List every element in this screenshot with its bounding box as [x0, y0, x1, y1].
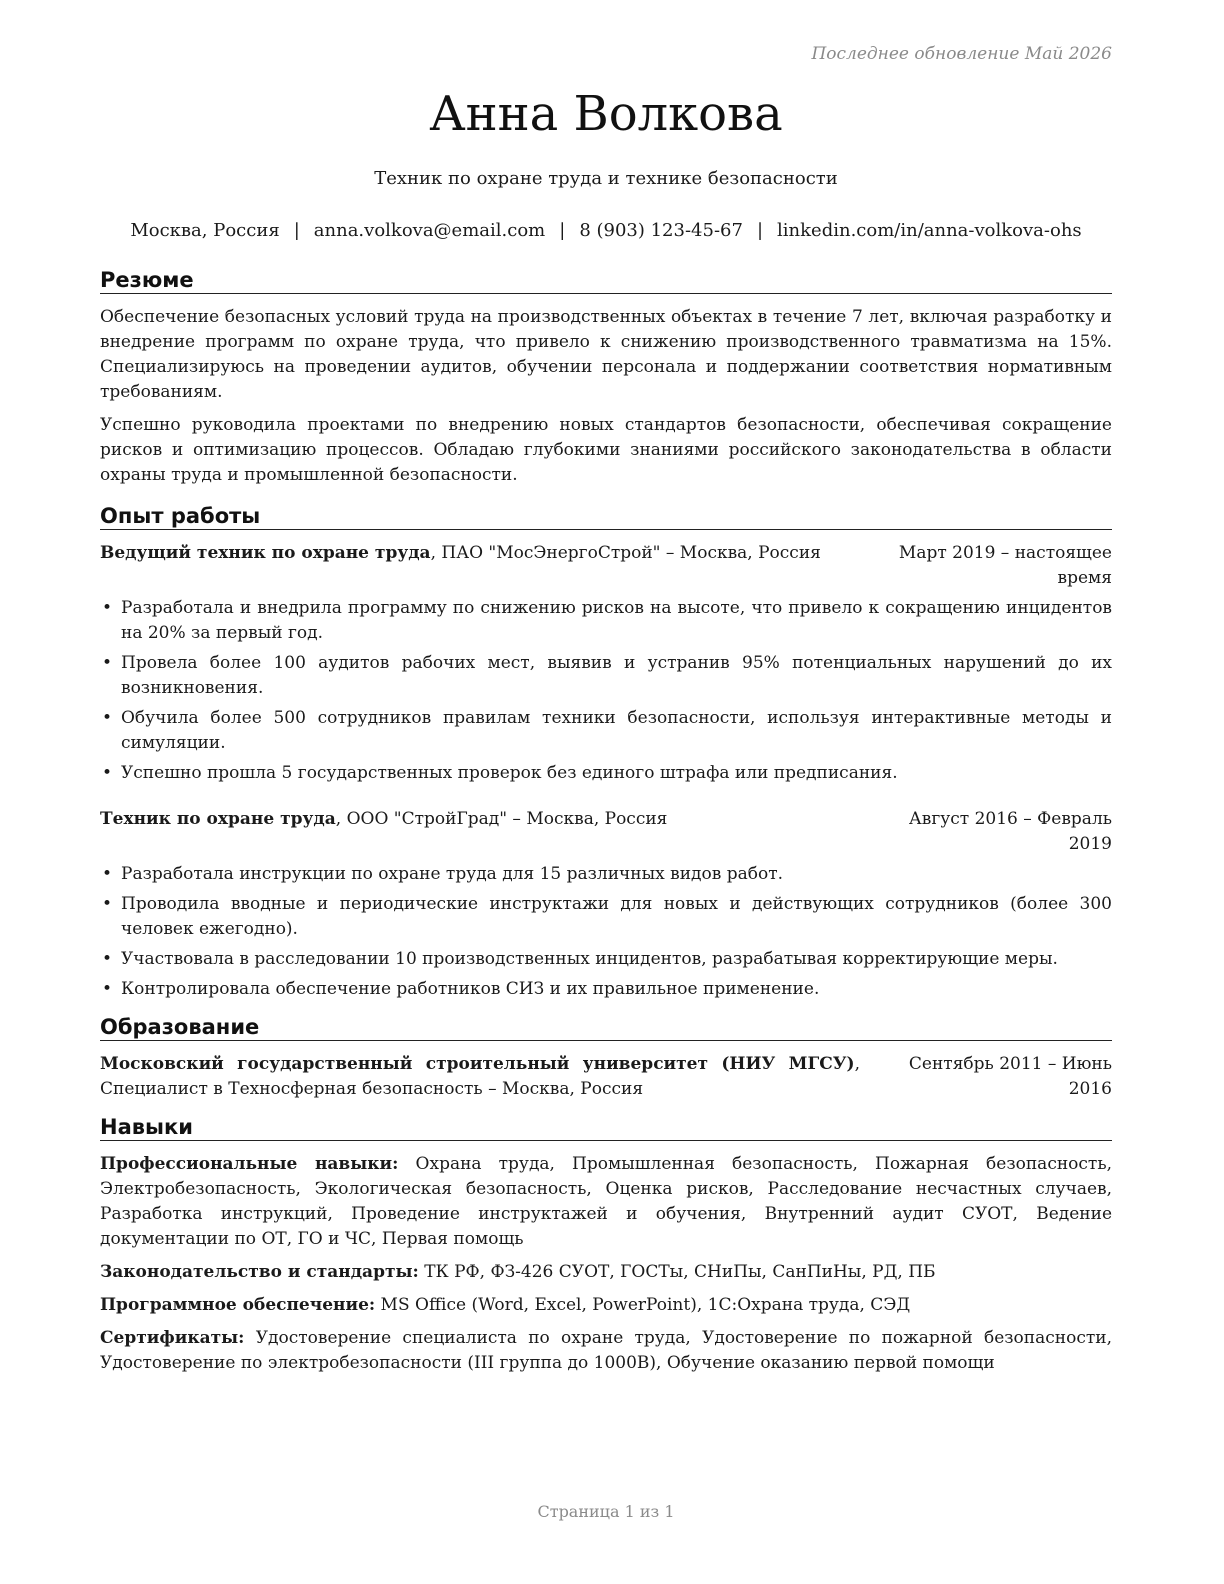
skill-value: MS Office (Word, Excel, PowerPoint), 1С:Охрана труда, СЭД: [375, 1295, 911, 1315]
contact-location: Москва, Россия: [130, 220, 280, 241]
education-school: Московский государственный строительный университет (НИУ МГСУ): [100, 1054, 855, 1074]
bullet-icon: •: [102, 598, 113, 618]
skill-label: Профессиональные навыки:: [100, 1154, 399, 1174]
skill-group: [100, 1260, 1112, 1285]
job-bullets: [100, 596, 1112, 786]
contact-phone[interactable]: 8 (903) 123-45-67: [579, 220, 743, 241]
contact-separator: |: [559, 220, 566, 241]
education-entry: [100, 1052, 1112, 1102]
contact-separator: |: [756, 220, 764, 241]
section-heading-education: Образование: [100, 1015, 1112, 1041]
skill-label: Законодательство и стандарты:: [100, 1262, 419, 1282]
bullet-icon: •: [102, 864, 113, 884]
skill-label: Программное обеспечение:: [100, 1295, 376, 1315]
contact-linkedin[interactable]: linkedin.com/in/anna-volkova-ohs: [777, 220, 1082, 241]
skill-value: ТК РФ, ФЗ-426 СУОТ, ГОСТы, СНиПы, СанПиНы, РД, ПБ: [418, 1262, 936, 1282]
job-title: Техник по охране труда и технике безопасности: [374, 168, 838, 189]
job-bullet: • Проводила вводные и периодические инструктажи для новых и действующих сотрудников (более 300 человек ежегодно).: [102, 894, 1112, 939]
education-section: [100, 1015, 1112, 1102]
job-company: , ПАО "МосЭнергоСтрой" – Москва, Россия: [430, 543, 821, 563]
experience-section: [100, 504, 1112, 1002]
job-role: Техник по охране труда: [100, 809, 336, 829]
resume-page: [100, 0, 1112, 1584]
bullet-icon: •: [102, 894, 113, 914]
summary-paragraph: Успешно руководила проектами по внедрению новых стандартов безопасности, обеспечивая сокращение рисков и оптимизацию процессов. Обладаю глубокими знаниями российского законодательства в области охраны труда и промышленной безопасности.: [100, 415, 1112, 485]
section-heading-summary: Резюме: [100, 268, 1112, 294]
job-bullets: [100, 862, 1112, 1002]
job-bullet: • Разработала инструкции по охране труда для 15 различных видов работ.: [100, 862, 1112, 887]
resume-content: [100, 268, 1112, 1384]
skill-group: [100, 1326, 1112, 1376]
section-heading-experience: Опыт работы: [100, 504, 1112, 530]
candidate-name: Анна Волкова: [429, 86, 783, 142]
bullet-icon: •: [102, 763, 113, 783]
job-header: [100, 807, 1112, 857]
skills-section: [100, 1115, 1112, 1376]
bullet-icon: •: [102, 949, 113, 969]
skill-value: Охрана труда, Промышленная безопасность, Пожарная безопасность, Электробезопасность, Экологическая безопасность, Оценка рисков, Расследование несчастных случаев, Разработка инструкций, Проведение инструктажей и обучения, Внутренний аудит СУОТ, Ведение документации по ОТ, ГО и ЧС, Первая помощь: [100, 1154, 1112, 1249]
job-bullet: • Успешно прошла 5 государственных проверок без единого штрафа или предписания.: [100, 761, 1112, 786]
job-bullet: • Обучила более 500 сотрудников правилам техники безопасности, используя интерактивные методы и симуляции.: [102, 708, 1112, 753]
education-dates: Сентябрь 2011 – Июнь 2016: [908, 1054, 1112, 1099]
summary-section: [100, 268, 1112, 488]
contact-line: [100, 220, 1112, 241]
job-entry: [100, 807, 1112, 1002]
bullet-icon: •: [102, 979, 113, 999]
skill-group: [100, 1152, 1112, 1252]
job-entry: [100, 541, 1112, 786]
bullet-icon: •: [102, 653, 113, 673]
job-role: Ведущий техник по охране труда: [100, 543, 431, 563]
job-bullet: • Контролировала обеспечение работников СИЗ и их правильное применение.: [100, 977, 1112, 1002]
summary-paragraph: Обеспечение безопасных условий труда на производственных объектах в течение 7 лет, включая разработку и внедрение программ по охране труда, что привело к снижению производственного травматизма на 15%. Специализируюсь на проведении аудитов, обучении персонала и поддержании соответствия нормативным требованиям.: [100, 307, 1112, 402]
section-heading-skills: Навыки: [100, 1115, 1112, 1141]
contact-email[interactable]: anna.volkova@email.com: [313, 220, 546, 241]
skill-group: [100, 1293, 1112, 1318]
job-bullet: • Провела более 100 аудитов рабочих мест, выявив и устранив 95% потенциальных нарушений до их возникновения.: [102, 653, 1112, 698]
bullet-icon: •: [102, 708, 113, 728]
job-header: [100, 541, 1112, 591]
job-dates: Март 2019 – настоящее время: [898, 543, 1112, 588]
education-detail: , Специалист в Техносферная безопасность – Москва, Россия: [100, 1054, 860, 1099]
job-bullet: • Участвовала в расследовании 10 производственных инцидентов, разрабатывая корректирующие меры.: [100, 947, 1112, 972]
skill-label: Сертификаты:: [100, 1328, 245, 1348]
job-bullet: • Разработала и внедрила программу по снижению рисков на высоте, что привело к сокращению инцидентов на 20% за первый год.: [102, 598, 1112, 643]
job-company: , ООО "СтройГрад" – Москва, Россия: [335, 809, 668, 829]
skill-value: Удостоверение специалиста по охране труда, Удостоверение по пожарной безопасности, Удостоверение по электробезопасности (III группа до 1000В), Обучение оказанию первой помощи: [100, 1328, 1112, 1373]
page-number: Страница 1 из 1: [537, 1502, 675, 1521]
last-updated: Последнее обновление Май 2026: [811, 44, 1112, 64]
contact-separator: |: [293, 220, 300, 241]
job-dates: Август 2016 – Февраль 2019: [908, 809, 1112, 854]
